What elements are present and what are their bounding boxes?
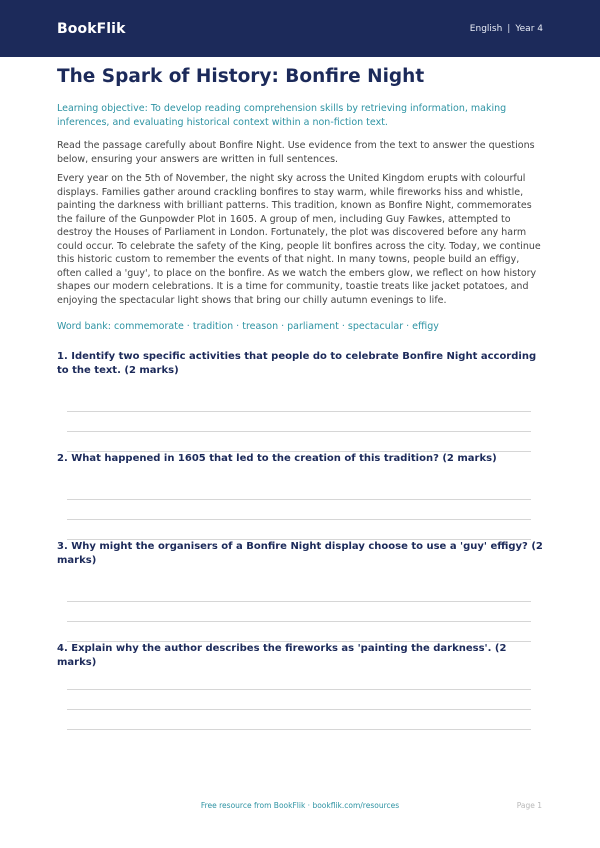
- page-number: Page 1: [516, 801, 542, 810]
- question-4: [57, 642, 543, 670]
- answer-line[interactable]: [67, 411, 531, 412]
- year-label: Year 4: [515, 23, 543, 34]
- question-3: [57, 540, 543, 568]
- page-title: The Spark of History: Bonfire Night: [57, 66, 425, 87]
- question-text: 4. Explain why the author describes the fireworks as 'painting the darkness'. (2 marks): [57, 643, 507, 668]
- question-text: 2. What happened in 1605 that led to the creation of this tradition? (2 marks): [57, 453, 497, 464]
- answer-line[interactable]: [67, 709, 531, 710]
- answer-line[interactable]: [67, 729, 531, 730]
- answer-line[interactable]: [67, 499, 531, 500]
- word-bank: Word bank: commemorate · tradition · treason · parliament · spectacular · effigy: [57, 321, 439, 332]
- reading-passage: Every year on the 5th of November, the night sky across the United Kingdom erupts with colourful displays. Families gather around crackling bonfires to stay warm, while fireworks hiss and whistle, painting the darkness with brilliant patterns. This tradition, known as Bonfire Night, commemorates the failure of the Gunpowder Plot in 1605. A group of men, including Guy Fawkes, attempted to destroy the Houses of Parliament in London. Fortunately, the plot was discovered before any harm could occur. To celebrate the safety of the King, people lit bonfires across the city. Today, we continue this historic custom to remember the events of that night. In many towns, people build an effigy, often called a 'guy', to place on the bonfire. As we watch the embers glow, we reflect on how history shapes our modern celebrations. It is a time for community, toastie treats like jacket potatoes, and enjoying the spectacular light shows that bring our chilly autumn evenings to life.: [57, 173, 541, 306]
- answer-line[interactable]: [67, 621, 531, 622]
- question-text: 3. Why might the organisers of a Bonfire Night display choose to use a 'guy' effigy? (2 marks): [57, 541, 543, 566]
- meta-separator: |: [507, 23, 511, 34]
- subject-label: English: [469, 23, 503, 34]
- instructions: Read the passage carefully about Bonfire Night. Use evidence from the text to answer the questions below, ensuring your answers are written in full sentences.: [57, 140, 535, 165]
- question-1: [57, 350, 543, 378]
- answer-line[interactable]: [67, 431, 531, 432]
- header-bar: [0, 0, 600, 57]
- resource-link[interactable]: Free resource from BookFlik · bookflik.com/resources: [200, 801, 400, 810]
- brand-logo: BookFlik: [57, 20, 126, 37]
- question-2: [57, 452, 543, 466]
- question-text: 1. Identify two specific activities that people do to celebrate Bonfire Night according to the text. (2 marks): [57, 351, 537, 376]
- learning-objective: Learning objective: To develop reading comprehension skills by retrieving information, making inferences, and evaluating historical context within a non-fiction text.: [57, 103, 507, 128]
- worksheet-content: [57, 66, 543, 333]
- answer-line[interactable]: [67, 601, 531, 602]
- header-meta: [470, 24, 543, 34]
- answer-line[interactable]: [67, 689, 531, 690]
- answer-line[interactable]: [67, 519, 531, 520]
